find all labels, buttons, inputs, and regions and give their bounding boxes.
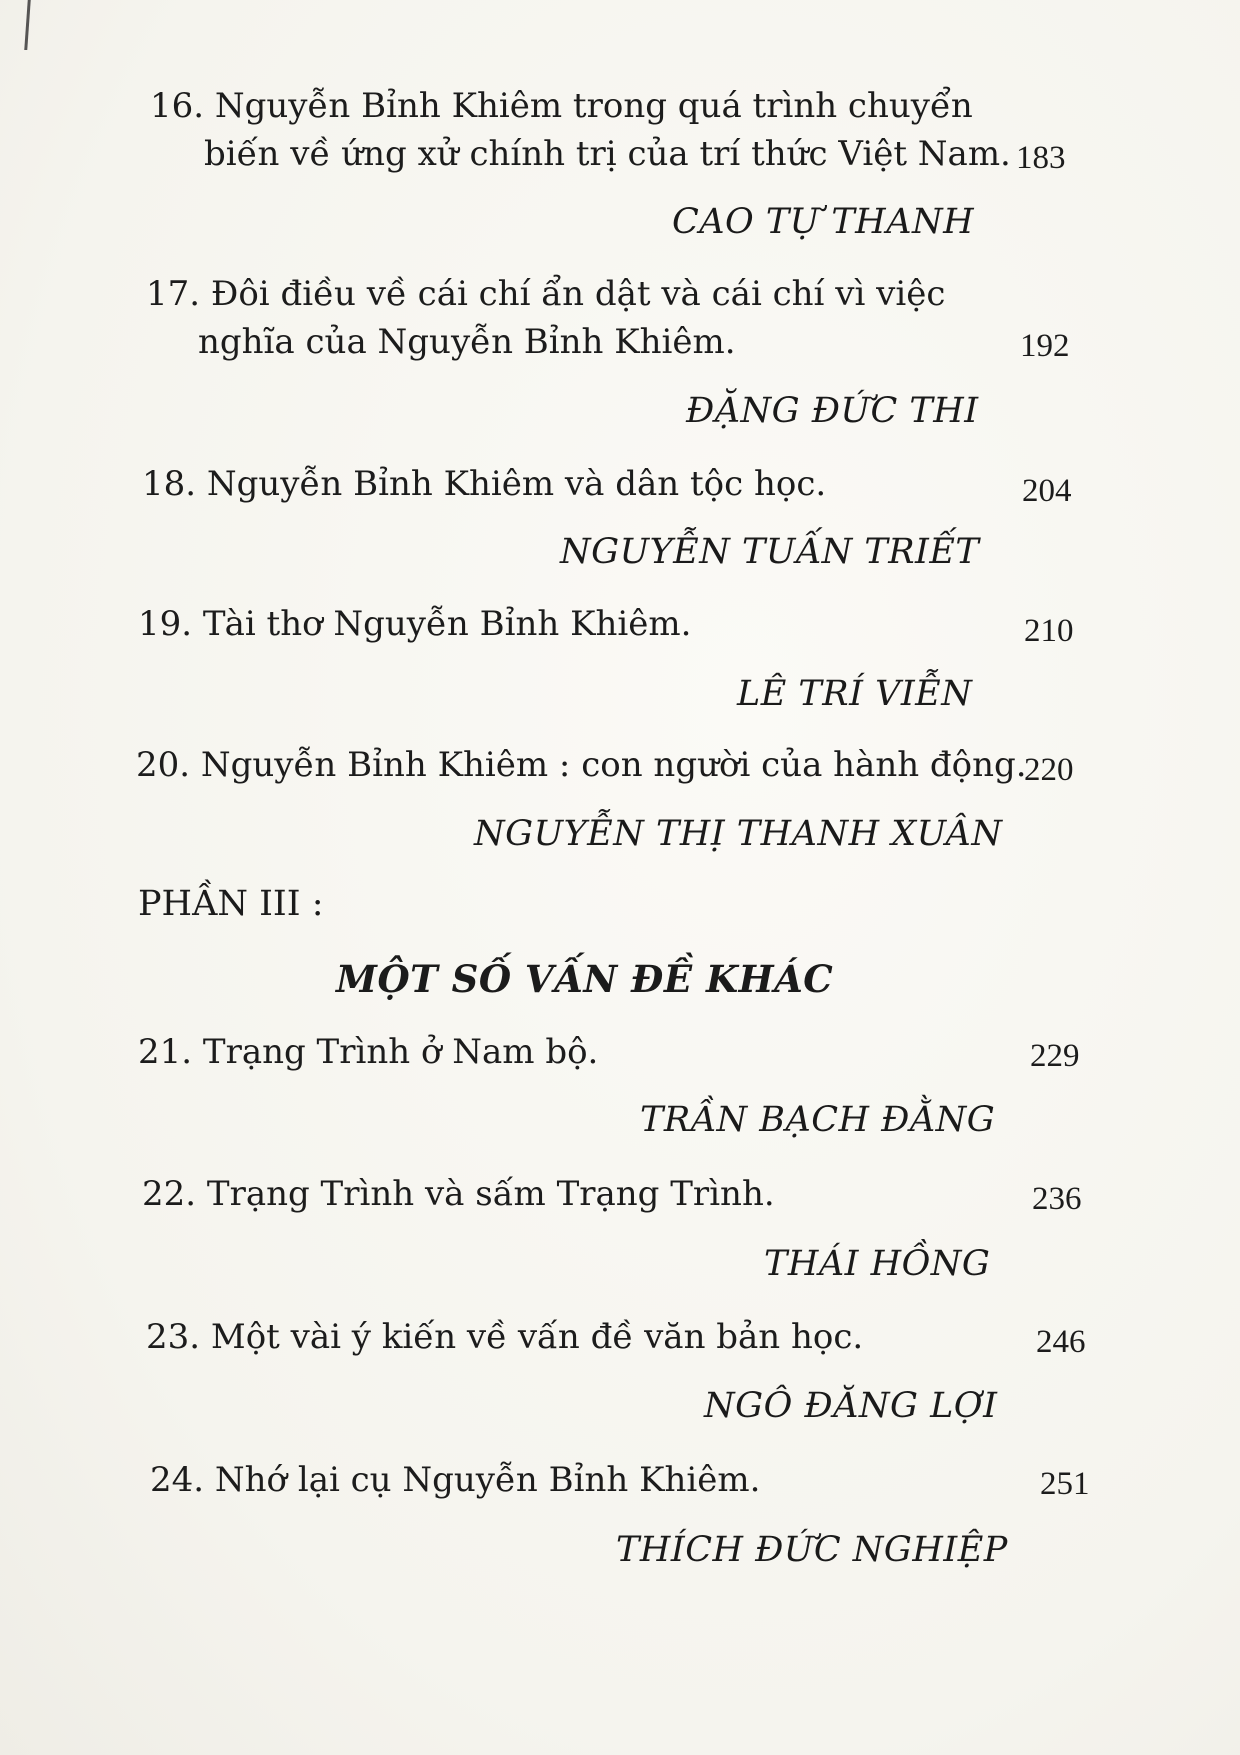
entry-21-author: TRẦN BẠCH ĐẰNG [640,1100,996,1140]
entry-22-author: THÁI HỒNG [764,1244,991,1284]
entry-17-page-number: 192 [1020,328,1070,364]
entry-22-page-number: 236 [1032,1181,1082,1217]
part-label: PHẦN III : [138,884,324,924]
entry-20-page-number: 220 [1024,752,1074,788]
entry-21-page-number: 229 [1030,1038,1080,1074]
page-edge-mark [24,0,30,50]
entry-23-page-number: 246 [1036,1324,1086,1360]
entry-19-author: LÊ TRÍ VIỄN [737,674,973,714]
entry-16-author: CAO TỰ THANH [672,202,975,242]
entry-16-line-2: biến về ứng xử chính trị của trí thức Việt Nam. [204,134,1011,174]
entry-23-author: NGÔ ĐĂNG LỢI [704,1386,998,1426]
entry-20-author: NGUYỄN THỊ THANH XUÂN [474,814,1003,854]
entry-18-author: NGUYỄN TUẤN TRIẾT [560,532,980,572]
entry-21-line-1: 21. Trạng Trình ở Nam bộ. [138,1032,599,1072]
entry-23-line-1: 23. Một vài ý kiến về vấn đề văn bản học. [146,1317,864,1357]
entry-24-line-1: 24. Nhớ lại cụ Nguyễn Bỉnh Khiêm. [150,1460,761,1500]
entry-16-line-1: 16. Nguyễn Bỉnh Khiêm trong quá trình chuyển [150,86,973,126]
entry-19-page-number: 210 [1024,613,1074,649]
entry-17-line-2: nghĩa của Nguyễn Bỉnh Khiêm. [198,322,736,362]
part-title: MỘT SỐ VẤN ĐỀ KHÁC [336,957,834,1001]
entry-18-line-1: 18. Nguyễn Bỉnh Khiêm và dân tộc học. [142,464,827,504]
entry-17-line-1: 17. Đôi điều về cái chí ẩn dật và cái chí vì việc [146,274,946,314]
entry-24-author: THÍCH ĐỨC NGHIỆP [616,1530,1008,1570]
entry-19-line-1: 19. Tài thơ Nguyễn Bỉnh Khiêm. [138,604,692,644]
entry-16-page-number: 183 [1016,140,1066,176]
entry-18-page-number: 204 [1022,473,1072,509]
entry-24-page-number: 251 [1040,1466,1090,1502]
entry-20-line-1: 20. Nguyễn Bỉnh Khiêm : con người của hành động. [136,745,1027,785]
entry-22-line-1: 22. Trạng Trình và sấm Trạng Trình. [142,1174,775,1214]
entry-17-author: ĐẶNG ĐỨC THI [686,391,979,431]
